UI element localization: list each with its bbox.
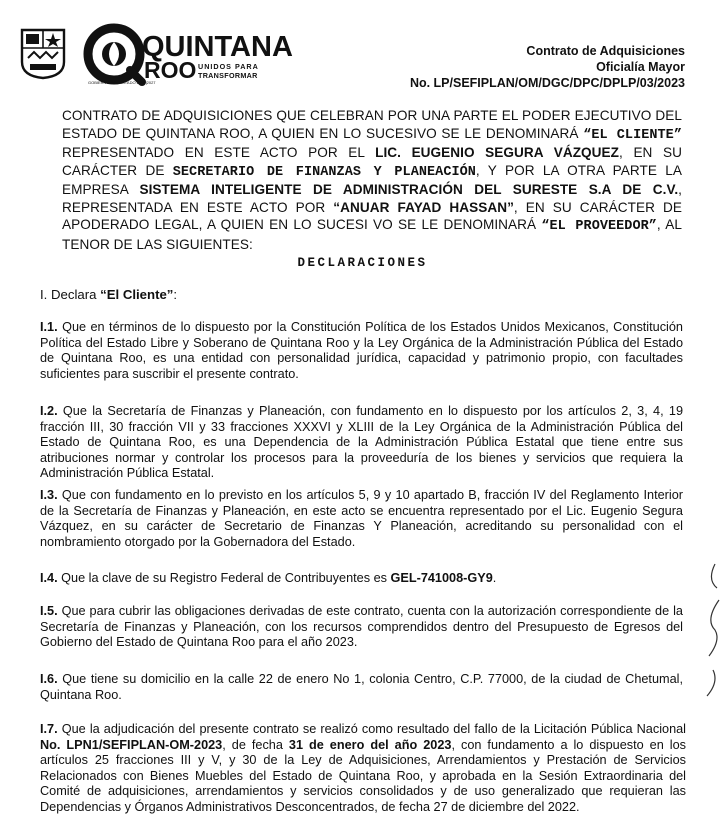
- declaration-number: I.6.: [40, 672, 58, 686]
- intro-company: SISTEMA INTELIGENTE DE ADMINISTRACIÓN DEL SURESTE S.A DE C.V.: [139, 182, 679, 197]
- intro-secretary-title: SECRETARIO DE FINANZAS Y PLANEACIÓN: [172, 164, 476, 180]
- declaration-i6: [40, 672, 683, 703]
- intro-text-4: , Y POR LA OTRA PARTE LA EMPRESA: [62, 162, 682, 197]
- declaration-text: Que la Secretaría de Finanzas y Planeación, con fundamento en lo dispuesto por los artículos 2, 3, 4, 19 fracción III, 30 fracción VII y 33 fracciones XXXVI y XLIII de la Ley Orgánica de la Administración Pública del Estado de Quintana Roo, es una Dependencia de la Administración Pública Estatal que tiene entre sus atribuciones normar y controlar los procesos para la proveeduría de los bienes y servicios que requiera la Administración Pública Estatal.: [40, 404, 683, 480]
- declaraciones-heading: DECLARACIONES: [297, 256, 428, 270]
- declaration-number: I.7.: [40, 722, 58, 736]
- logo-small-text: GOBIERNO DEL ESTADO 2022|2027: [88, 80, 156, 85]
- intro-legal-rep: “ANUAR FAYAD HASSAN”: [333, 199, 514, 215]
- declaration-text: Que para cubrir las obligaciones derivadas de este contrato, cuenta con la autorización correspondiente de la Secretaría de Finanzas y Planeación, con los recursos comprendidos dentro del Presupuesto de Egresos del Gobierno del Estado de Quintana Roo para el año 2023.: [40, 604, 683, 649]
- intro-provider-label: “EL PROVEEDOR”: [541, 219, 657, 234]
- declaration-text: Que con fundamento en lo previsto en los artículos 5, 9 y 10 apartado B, fracción IV del Reglamento Interior de la Secretaría de Finanzas y Planeación, en este acto se encuentra representado por el Lic. Eugenio Segura Vázquez, en su carácter de Secretario de Finanzas Y Planeación, acreditando su personalidad con el nombramiento otorgado por la Gobernadora del Estado.: [40, 488, 683, 549]
- declaration-text: Que la clave de su Registro Federal de Contribuyentes es: [57, 571, 391, 585]
- declaration-text-3: , con fundamento a lo dispuesto en los artículos 25 fracciones III y V, y 30 de la Ley de Adquisiciones, Arrendamientos y Prestación de Servicios Relacionados con Bienes Muebles del Estado de Quintana Roo, y aprobada en la Sesión Extraordinaria del Comité de adquisiciones, arrendamientos y servicios consolidados y de uso generalizado que requieran las Dependencias y Órganos Administrativos Desconcentrados, de fecha 27 de diciembre del 2022.: [40, 737, 686, 814]
- declaration-text-2: , de fecha: [222, 737, 289, 752]
- declaration-i3: [40, 488, 683, 550]
- intro-text-6: , EN SU CARÁCTER DE APODERADO LEGAL, A QUIEN EN LO SUCESI VO SE LE DENOMINARÁ: [62, 199, 682, 232]
- declaration-i1: [40, 320, 683, 382]
- declaration-text-end: .: [492, 571, 497, 585]
- declaration-text: Que tiene su domicilio en la calle 22 de enero No 1, colonia Centro, C.P. 77000, de la ciudad de Chetumal, Quintana Roo.: [40, 672, 683, 702]
- declaration-i5: [40, 604, 683, 651]
- declaration-i7: [40, 722, 686, 815]
- logo-tagline-2: TRANSFORMAR: [198, 71, 258, 80]
- declaration-number: I.2.: [40, 404, 58, 418]
- declaration-text-1: Que la adjudicación del presente contrato se realizó como resultado del fallo de la Licitación Pública Nacional: [57, 722, 686, 736]
- section-heading-cliente: [40, 287, 177, 302]
- intro-text-7: , AL TENOR DE LAS SIGUIENTES:: [62, 217, 682, 252]
- intro-text-5: , REPRESENTADA EN ESTE ACTO POR: [62, 182, 682, 215]
- ref-contract-number: No. LP/SEFIPLAN/OM/DGC/DPC/DPLP/03/2023: [409, 76, 685, 90]
- ref-contract-type: Contrato de Adquisiciones: [526, 44, 685, 58]
- quintana-roo-logo: [84, 22, 293, 86]
- section-head-bold: “El Cliente”: [100, 287, 174, 302]
- logo-roo-text: ROO: [144, 57, 197, 83]
- declaration-i2: [40, 404, 683, 482]
- declaration-number: I.1.: [40, 320, 58, 334]
- state-shield-icon: [20, 28, 66, 80]
- declaration-text: Que en términos de lo dispuesto por la Constitución Política de los Estados Unidos Mexicanos, Constitución Política del Estado Libre y Soberano de Quintana Roo y la Ley Orgánica de la Administración Pública del Estado de Quintana Roo, es una entidad con personalidad jurídica, capacidad y patrimonio propio, con facultades suficientes para suscribir el presente contrato.: [40, 320, 683, 381]
- intro-text-2: REPRESENTADO EN ESTE ACTO POR EL: [62, 145, 376, 160]
- ref-office: Oficialía Mayor: [596, 60, 685, 74]
- contract-intro: [62, 107, 682, 253]
- declaration-number: I.4.: [40, 571, 58, 585]
- section-head-suffix: :: [173, 287, 178, 302]
- intro-text-1: CONTRATO DE ADQUISICIONES QUE CELEBRAN POR UNA PARTE EL PODER EJECUTIVO DEL ESTADO DE QUINTANA ROO, A QUIEN EN LO SUCESIVO SE LE DENOMINARÁ: [62, 108, 682, 141]
- intro-text-3: , EN SU CARÁCTER DE: [62, 145, 682, 178]
- section-head-prefix: I. Declara: [40, 287, 101, 302]
- declaration-number: I.3.: [40, 488, 58, 502]
- logo-tagline-1: UNIDOS PARA: [198, 62, 259, 71]
- intro-representative: LIC. EUGENIO SEGURA VÁZQUEZ: [375, 145, 620, 160]
- tender-date: 31 de enero del año 2023: [288, 737, 452, 752]
- intro-client-label: “EL CLIENTE”: [583, 127, 682, 143]
- contract-reference: [385, 43, 685, 91]
- logo-quintana-text: QUINTANA: [142, 31, 293, 63]
- rfc-code: GEL-741008-GY9: [390, 571, 493, 585]
- declaration-number: I.5.: [40, 604, 58, 618]
- declaration-i4: [40, 571, 683, 587]
- logo-graphic: [84, 22, 293, 86]
- tender-number: No. LPN1/SEFIPLAN-OM-2023: [40, 737, 223, 752]
- margin-signature-mark: [701, 560, 723, 700]
